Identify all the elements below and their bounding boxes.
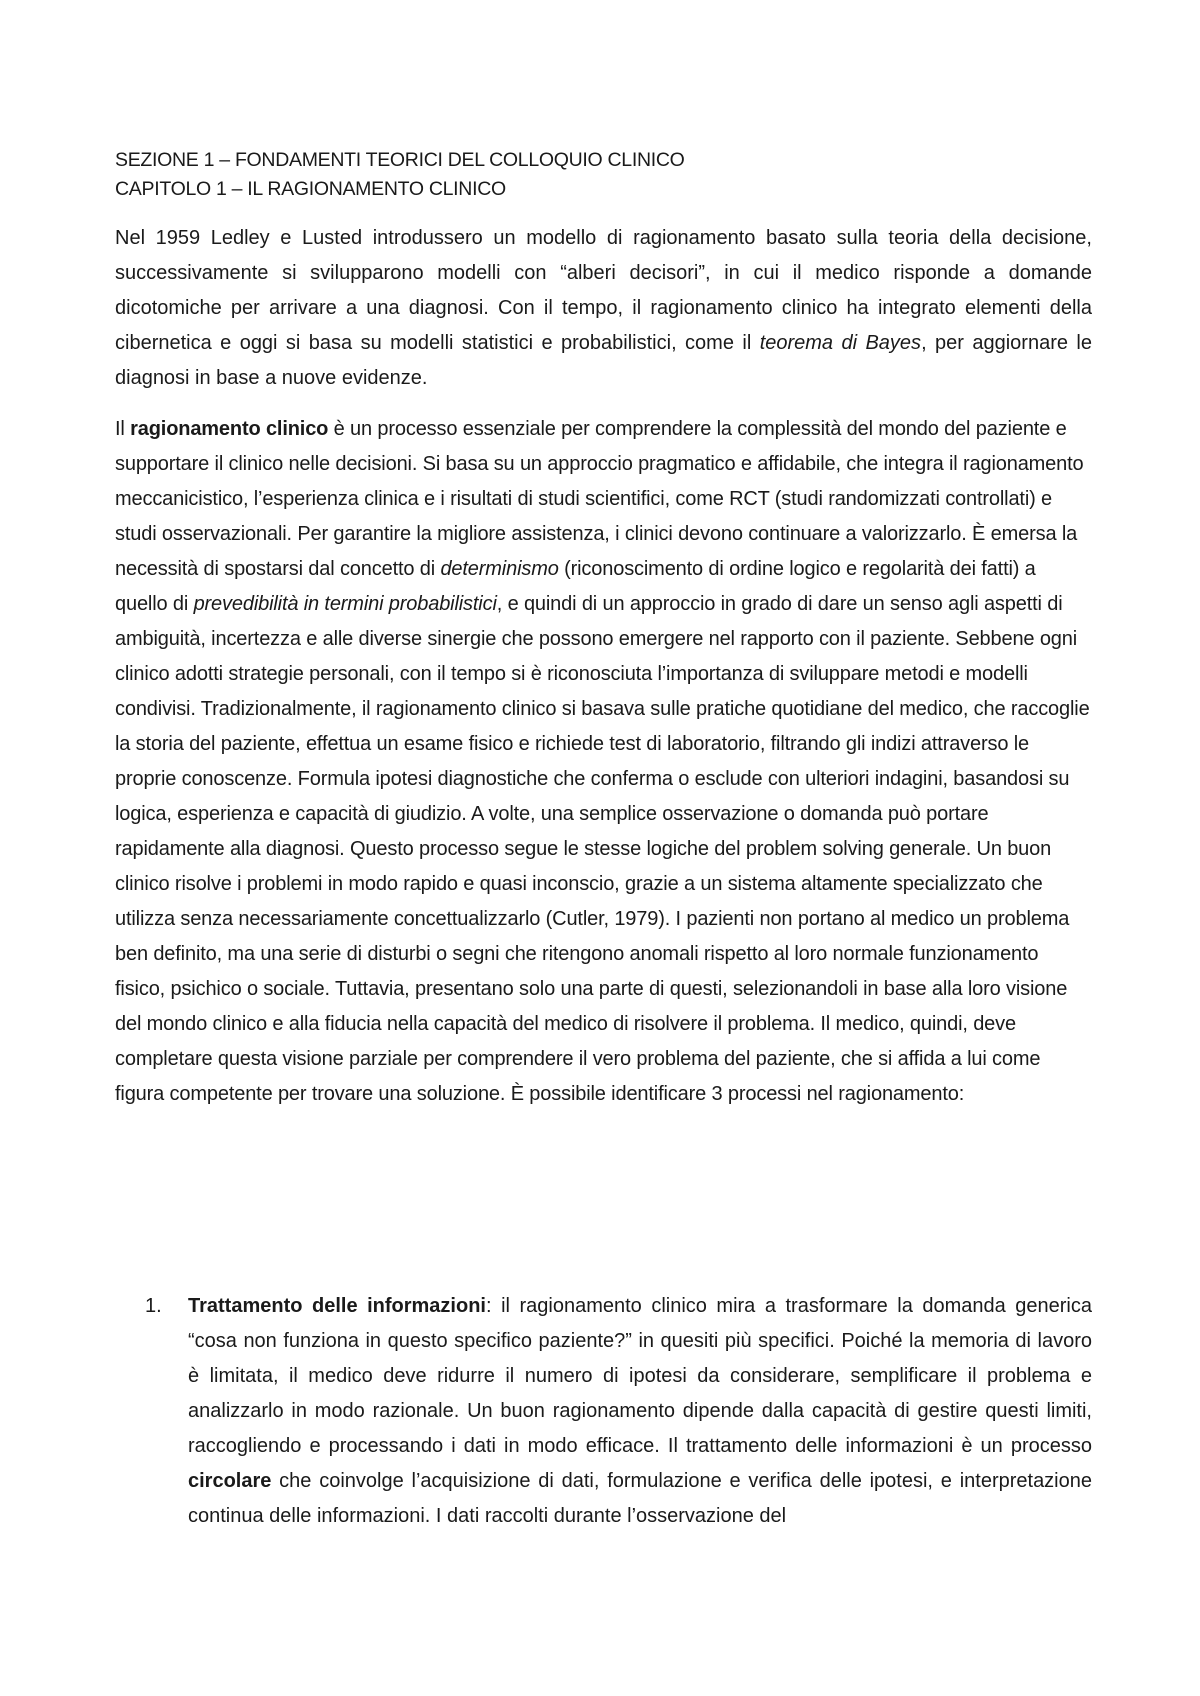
- intro-paragraph: [115, 221, 1092, 396]
- intro-italic-bayes: teorema di Bayes: [759, 332, 922, 354]
- list-item-bold-title: Trattamento delle informazioni: [188, 1295, 486, 1317]
- list-item: [115, 1289, 1092, 1534]
- clinical-reasoning-paragraph: [115, 412, 1092, 1112]
- intro-text-a: Nel 1959 Ledley e Lusted introdussero un modello di ragionamento basato sulla teoria della decisione, successivamente si svilupparono modelli con “alberi decisori”, in cui il medico risponde a domande dicotomiche per arrivare a una diagnosi. Con il tempo, il ragionamento clinico ha integrato elementi della cibernetica e oggi si basa su modelli statistici e probabilistici, come il: [115, 227, 1092, 354]
- processes-list: [115, 1289, 1092, 1534]
- list-item-bold-circolare: circolare: [188, 1470, 272, 1492]
- chapter-title: CAPITOLO 1 – IL RAGIONAMENTO CLINICO: [115, 178, 506, 200]
- list-item-text-a: : il ragionamento clinico mira a trasformare la domanda generica “cosa non funziona in questo specifico paziente?” in quesiti più specifici. Poiché la memoria di lavoro è limitata, il medico deve ridurre il numero di ipotesi da considerare, semplificare il problema e analizzarlo in modo razionale. Un buon ragionamento dipende dalla capacità di gestire questi limiti, raccogliendo e processando i dati in modo efficace. Il trattamento delle informazioni è un processo: [188, 1295, 1092, 1457]
- p2-text-a: Il: [115, 418, 131, 440]
- intro-text-b: , per aggiornare le diagnosi in base a nuove evidenze.: [115, 332, 1092, 389]
- section-title: SEZIONE 1 – FONDAMENTI TEORICI DEL COLLOQUIO CLINICO: [115, 149, 685, 171]
- list-item-number: 1.: [145, 1295, 162, 1317]
- p2-text-c: (riconoscimento di ordine logico e regolarità dei fatti) a quello di: [115, 558, 1036, 615]
- p2-italic-determinismo: determinismo: [440, 558, 559, 580]
- p2-bold-term: ragionamento clinico: [130, 418, 329, 440]
- p2-text-b: è un processo essenziale per comprendere la complessità del mondo del paziente e supportare il clinico nelle decisioni. Si basa su un approccio pragmatico e affidabile, che integra il ragionamento meccanicistico, l’esperienza clinica e i risultati di studi scientifici, come RCT (studi randomizzati controllati) e studi osservazionali. Per garantire la migliore assistenza, i clinici devono continuare a valorizzarlo. È emersa la necessità di spostarsi dal concetto di: [115, 418, 1084, 580]
- p2-text-d: , e quindi di un approccio in grado di dare un senso agli aspetti di ambiguità, incertezza e alle diverse sinergie che possono emergere nel rapporto con il paziente. Sebbene ogni clinico adotti strategie personali, con il tempo si è riconosciuta l’importanza di sviluppare metodi e modelli condivisi. Tradizionalmente, il ragionamento clinico si basava sulle pratiche quotidiane del medico, che raccoglie la storia del paziente, effettua un esame fisico e richiede test di laboratorio, filtrando gli indizi attraverso le proprie conoscenze. Formula ipotesi diagnostiche che conferma o esclude con ulteriori indagini, basandosi su logica, esperienza e capacità di giudizio. A volte, una semplice osservazione o domanda può portare rapidamente alla diagnosi. Questo processo segue le stesse logiche del problem solving generale. Un buon clinico risolve i problemi in modo rapido e quasi inconscio, grazie a un sistema altamente specializzato che utilizza senza necessariamente concettualizzarlo (Cutler, 1979). I pazienti non portano al medico un problema ben definito, ma una serie di disturbi o segni che ritengono anomali rispetto al loro normale funzionamento fisico, psichico o sociale. Tuttavia, presentano solo una parte di questi, selezionandoli in base alla loro visione del mondo clinico e alla fiducia nella capacità del medico di risolvere il problema. Il medico, quindi, deve completare questa visione parziale per comprendere il vero problema del paziente, che si affida a lui come figura competente per trovare una soluzione. È possibile identificare 3 processi nel ragionamento:: [115, 593, 1090, 1105]
- headings-block: [115, 146, 1095, 204]
- list-item-text-b: che coinvolge l’acquisizione di dati, formulazione e verifica delle ipotesi, e interpretazione continua delle informazioni. I dati raccolti durante l’osservazione del: [188, 1470, 1092, 1527]
- p2-italic-prevedibilita: prevedibilità in termini probabilistici: [193, 593, 497, 615]
